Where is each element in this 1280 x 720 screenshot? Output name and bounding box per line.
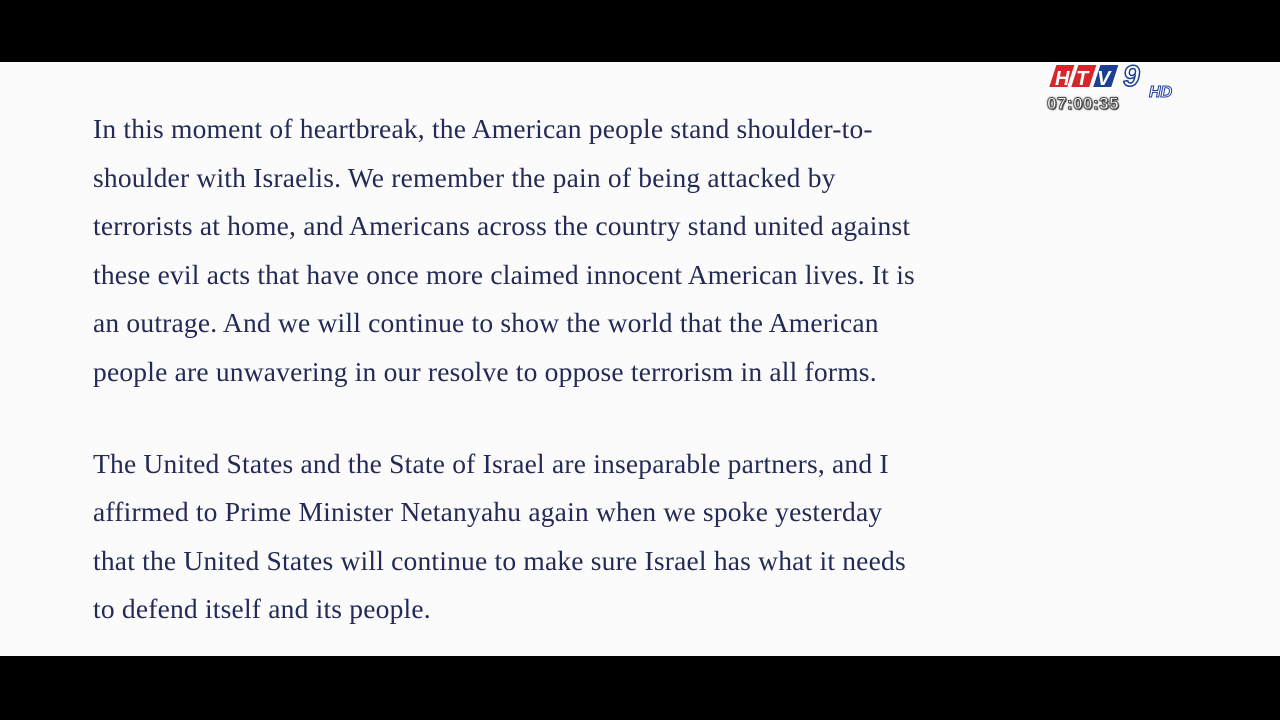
- paragraph-1: [93, 105, 1133, 397]
- text-line: The United States and the State of Israel are inseparable partners, and I: [93, 447, 889, 479]
- statement-text: [93, 105, 1133, 634]
- text-line: to defend itself and its people.: [93, 593, 431, 625]
- text-line: these evil acts that have once more claimed innocent American lives. It is: [93, 258, 915, 290]
- text-line: affirmed to Prime Minister Netanyahu again when we spoke yesterday: [93, 496, 883, 528]
- logo-letter-t: T: [1076, 68, 1089, 90]
- broadcast-clock: 07:00:35: [1047, 94, 1120, 113]
- text-line: terrorists at home, and Americans across the country stand united against: [93, 210, 911, 242]
- text-line: people are unwavering in our resolve to oppose terrorism in all forms.: [93, 355, 877, 387]
- text-line: In this moment of heartbreak, the American people stand shoulder-to-: [93, 113, 873, 144]
- statement-page: [0, 62, 1280, 656]
- text-line: an outrage. And we will continue to show the world that the American: [93, 307, 879, 339]
- logo-number: 9: [1123, 60, 1140, 93]
- text-line: shoulder with Israelis. We remember the pain of being attacked by: [93, 161, 836, 193]
- logo-hd: HD: [1149, 84, 1173, 100]
- text-line: that the United States will continue to make sure Israel has what it needs: [93, 544, 906, 576]
- paragraph-2: [93, 440, 1133, 634]
- logo-letter-v: V: [1097, 68, 1111, 90]
- logo-letter-h: H: [1055, 68, 1070, 90]
